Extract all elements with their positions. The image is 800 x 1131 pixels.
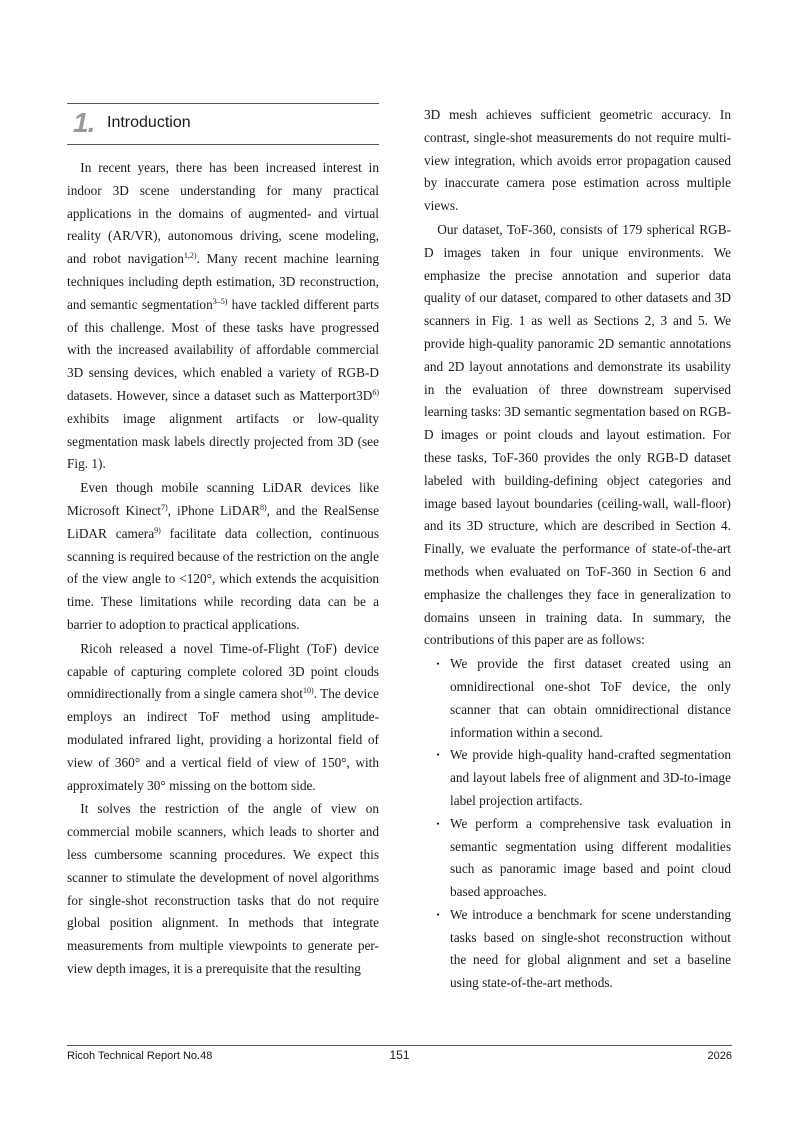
paragraph: Ricoh released a novel Time-of-Flight (ToF) device capable of capturing complete colored 3D point clouds omnidirectionally from a single camera shot$^{10)}$. The device employs an indirect ToF method using amplitude-modulated infrared light, providing a horizontal field of view of 360° and a vertical field of view of 150°, with approximately 30° missing on the bottom side. (67, 640, 379, 793)
bullet-icon: ・ (432, 657, 445, 672)
list-item: ・ We introduce a benchmark for scene understanding tasks based on single-shot reconstruction without the need for global alignment and set a baseline using state-of-the-art methods. (424, 904, 731, 995)
footer-year: 2026 (707, 1050, 732, 1062)
paragraph: Our dataset, ToF-360, consists of 179 spherical RGB-D images taken in four unique environments. We emphasize the precise annotation and superior data quality of our dataset, compared to other datasets and 3D scanners in Fig. 1 as well as Sections 2, 3 and 5. We provide high-quality panoramic 2D semantic annotations and 2D layout annotations and demonstrate its usability in the evaluation of three downstream supervised learning tasks: 3D semantic segmentation based on RGB-D images or point clouds and layout estimation. For these tasks, ToF-360 provides the only RGB-D dataset labeled with building-defining object categories and image based layout boundaries (ceiling-wall, wall-floor) and its 3D structure, which are described in Section 4. Finally, we evaluate the performance of state-of-the-art methods when evaluated on ToF-360 in Section 6 and emphasize the challenges they face in generalization to domains unseen in training data. In summary, the contributions of this paper are as follows: (424, 221, 731, 648)
page-number: 151 (389, 1048, 410, 1062)
right-column (424, 104, 731, 995)
paragraph: In recent years, there has been increased interest in indoor 3D scene understanding for many practical applications in the domains of augmented- and virtual reality (AR/VR), autonomous driving, scene modeling, and robot navigation$^{1,2)}$. Many recent machine learning techniques including depth estimation, 3D reconstruction, and semantic segmentation$^{3-5)}$ have tackled different parts of this challenge. Most of these tasks have progressed with the increased availability of affordable commercial 3D sensing devices, which enabled a variety of RGB-D datasets. However, since a dataset such as $Matterport3D^{6)}$ exhibits image alignment artifacts or low-quality segmentation mask labels directly projected from 3D (see Fig. 1). (67, 160, 380, 472)
list-item: ・ We provide high-quality hand-crafted segmentation and layout labels free of alignment and 3D-to-image label projection artifacts. (424, 744, 731, 812)
section-heading (67, 103, 379, 145)
left-column (67, 157, 379, 981)
section-title: Introduction (107, 114, 191, 131)
bullet-icon: ・ (432, 748, 445, 763)
citation: 3–5) (212, 296, 228, 306)
list-item: ・ We provide the first dataset created using an omnidirectional one-shot ToF device, the only scanner that can obtain omnidirectional distance information within a second. (424, 653, 731, 744)
citation: 10) (302, 686, 314, 696)
bullet-icon: ・ (432, 816, 445, 831)
paragraph: Even though mobile scanning LiDAR devices like Microsoft Kinect$^{7)}$, iPhone LiDAR$^{8)}$, and the RealSense LiDAR camera$^{9)}$ facilitate data collection, continuous scanning is required because of the restriction on the angle of the view angle to <120°, which extends the acquisition time. These limitations while recording data can be a barrier to adoption to practical applications. (67, 480, 380, 632)
citation: 9) (154, 525, 161, 535)
section-number: 1. (73, 107, 95, 138)
footer-journal: Ricoh Technical Report No.48 (67, 1050, 213, 1062)
citation: 8) (259, 502, 267, 512)
list-item: ・ We perform a comprehensive task evaluation in semantic segmentation using different modalities such as panoramic image based and point cloud based approaches. (424, 813, 731, 904)
page-footer (67, 1045, 732, 1066)
bullet-icon: ・ (432, 907, 445, 922)
citation: 6) (372, 387, 379, 397)
contributions-list (424, 653, 731, 995)
paragraph-continuation: 3D mesh achieves sufficient geometric accuracy. In contrast, single-shot measurements do not require multi-view integration, which avoids error propagation caused by inaccurate camera pose estimation across multiple views. (424, 107, 731, 214)
paragraph: It solves the restriction of the angle of view on commercial mobile scanners, which leads to shorter and less cumbersome scanning procedures. We expect this scanner to stimulate the development of novel algorithms for single-shot reconstruction tasks that do not require global position alignment. In methods that integrate measurements from multiple viewpoints to generate per-view depth images, it is a prerequisite that the resulting (67, 801, 379, 976)
citation: 7) (160, 502, 168, 512)
citation: 1,2) (183, 251, 197, 261)
